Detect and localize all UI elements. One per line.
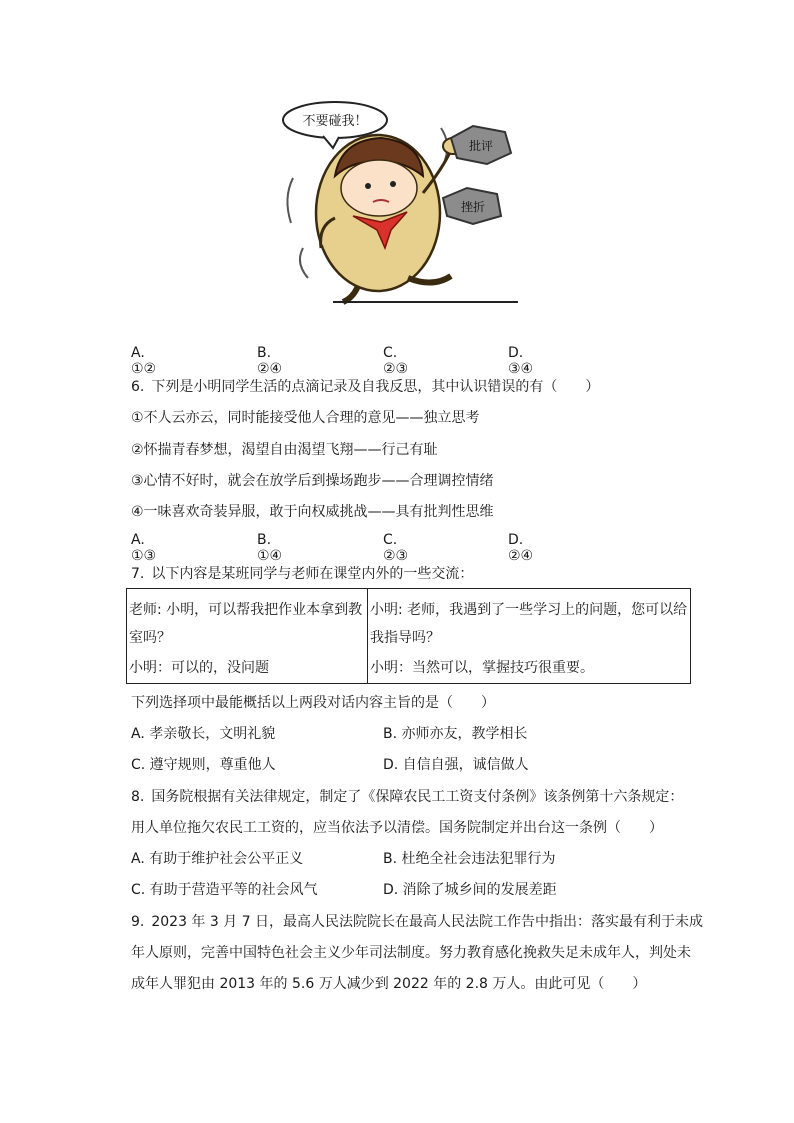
q9-line-2: 年人原则，完善中国特色社会主义少年司法制度。努力教育感化挽救失足未成年人，判处未 — [131, 945, 691, 961]
q7-option-c: C. 遵守规则，尊重他人 — [131, 757, 276, 773]
q5-option-a: A. ①② — [131, 345, 157, 377]
q8-option-b: B. 杜绝全社会违法犯罪行为 — [383, 851, 556, 867]
q6-option-a: A. ①③ — [131, 532, 157, 564]
q5-option-b: B. ②④ — [257, 345, 283, 377]
q6-item-3: ③心情不好时，就会在放学后到操场跑步——合理调控情绪 — [131, 473, 494, 489]
dialogue-right-line-1: 小明: 老师，我遇到了一些学习上的问题，您可以给 — [370, 602, 688, 618]
q8-option-d: D. 消除了城乡间的发展差距 — [383, 882, 557, 898]
rock-label-criticism: 批评 — [468, 139, 494, 153]
q5-option-d: D. ③④ — [508, 345, 534, 377]
dialogue-table — [126, 588, 691, 684]
q6-item-2: ②怀揣青春梦想，渴望自由渴望飞翔——行己有耻 — [131, 442, 438, 458]
dialogue-left-line-3: 小明：可以的，没问题 — [129, 660, 269, 676]
q6-item-1: ①不人云亦云，同时能接受他人合理的意见——独立思考 — [131, 410, 480, 426]
q8-line-1: 8. 国务院根据有关法律规定，制定了《保障农民工工资支付条例》该条例第十六条规定： — [131, 789, 684, 805]
rock-label-setback: 挫折 — [460, 200, 486, 214]
cartoon-illustration — [273, 98, 523, 308]
q7-option-a: A. 孝亲敬长，文明礼貌 — [131, 726, 276, 742]
q5-option-c: C. ②③ — [383, 345, 409, 377]
speech-text: 不要碰我！ — [302, 114, 368, 129]
q7-option-d: D. 自信自强，诚信做人 — [383, 757, 529, 773]
q8-option-c: C. 有助于营造平等的社会风气 — [131, 882, 318, 898]
q8-option-a: A. 有助于维护社会公平正义 — [131, 851, 304, 867]
dialogue-cell-left — [127, 589, 368, 684]
dialogue-left-line-1: 老师: 小明，可以帮我把作业本拿到教 — [129, 602, 363, 618]
dialogue-left-line-2: 室吗？ — [129, 630, 171, 646]
q6-option-c: C. ②③ — [383, 532, 409, 564]
q6-item-4: ④一味喜欢奇装异服，敢于向权威挑战——具有批判性思维 — [131, 504, 494, 520]
q9-line-3: 成年人罪犯由 2013 年的 5.6 万人减少到 2022 年的 2.8 万人。由此可见（ ） — [131, 976, 647, 992]
dialogue-right-line-3: 小明：当然可以，掌握技巧很重要。 — [370, 660, 594, 676]
q6-stem: 6. 下列是小明同学生活的点滴记录及自我反思，其中认识错误的有（ ） — [131, 379, 600, 395]
q7-stem: 7. 以下内容是某班同学与老师在课堂内外的一些交流： — [131, 566, 474, 582]
dialogue-right-line-2: 我指导吗？ — [370, 630, 440, 646]
q7-option-b: B. 亦师亦友，教学相长 — [383, 726, 528, 742]
q9-line-1: 9. 2023 年 3 月 7 日，最高人民法院院长在最高人民法院工作告中指出：落实最有利于未成 — [131, 914, 704, 930]
q7-question: 下列选择项中最能概括以上两段对话内容主旨的是（ ） — [131, 695, 495, 711]
q8-line-2: 用人单位拖欠农民工工资的，应当依法予以清偿。国务院制定并出台这一条例（ ） — [131, 820, 663, 836]
dialogue-cell-right — [368, 589, 691, 684]
q6-option-b: B. ①④ — [257, 532, 283, 564]
q6-option-d: D. ②④ — [508, 532, 534, 564]
